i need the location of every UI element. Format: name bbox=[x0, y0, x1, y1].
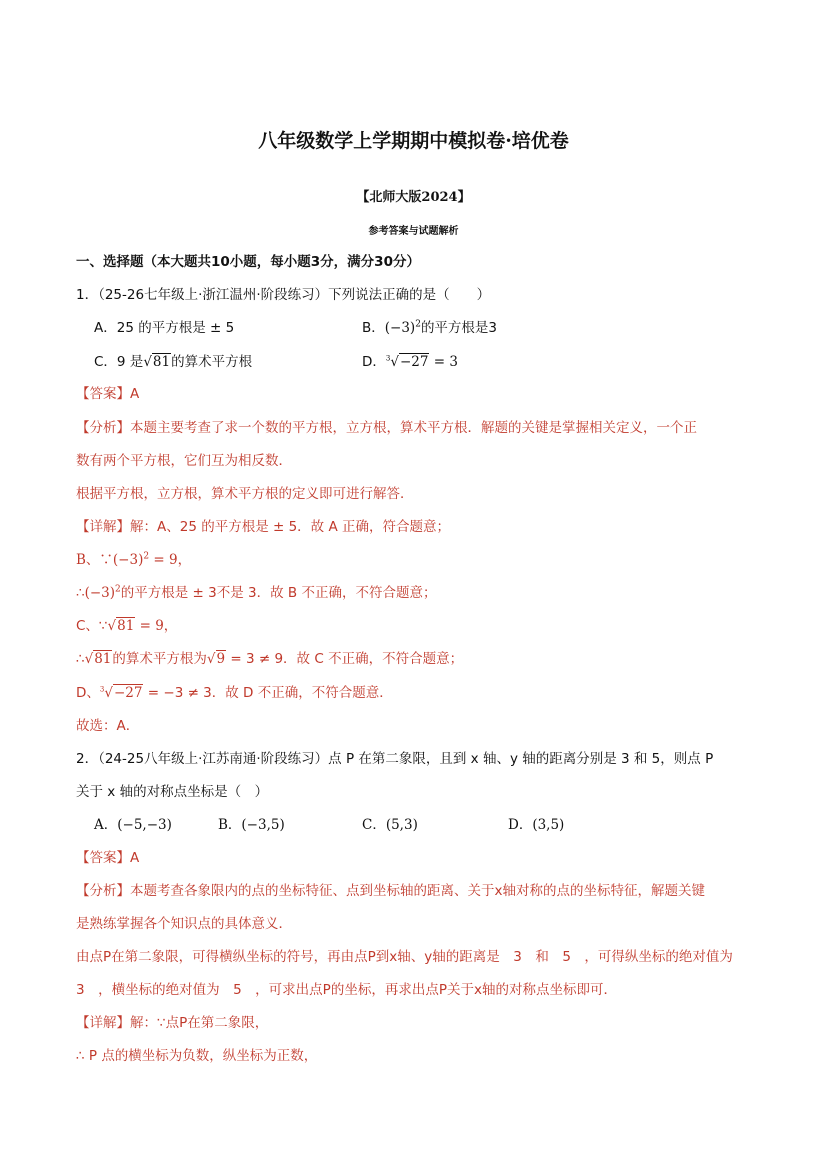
section-heading: 一、选择题（本大题共10小题，每小题3分，满分30分） bbox=[76, 254, 420, 270]
q2-analysis-line-1: 【分析】本题考查各象限内的点的坐标特征、点到坐标轴的距离、关于x轴对称的点的坐标特征，解题关键 bbox=[76, 883, 705, 899]
q1-analysis-line-3: 根据平方根，立方根，算术平方根的定义即可进行解答． bbox=[76, 486, 414, 502]
question-1-stem: 1．（25-26七年级上·浙江温州·阶段练习）下列说法正确的是（ ） bbox=[76, 287, 491, 303]
q1-answer: 【答案】A bbox=[76, 386, 140, 402]
q1-detail-line-5: ∴√81的算术平方根为√9 = 3 ≠ 9．故 C 不正确，不符合题意； bbox=[76, 651, 464, 667]
q1-analysis-line-2: 数有两个平方根，它们互为相反数． bbox=[76, 453, 292, 469]
q2-detail-line-1: 【详解】解：∵点P在第二象限， bbox=[76, 1015, 269, 1031]
q2-option-d: D．(3,5) bbox=[508, 817, 565, 833]
q2-analysis-line-2: 是熟练掌握各个知识点的具体意义． bbox=[76, 916, 292, 932]
q2-option-b: B．(−3,5) bbox=[218, 817, 285, 833]
q2-detail-line-2: ∴ P 点的横坐标为负数，纵坐标为正数， bbox=[76, 1048, 318, 1064]
q1-conclusion: 故选：A． bbox=[76, 718, 140, 734]
q2-analysis-line-3: 由点P在第二象限，可得横纵坐标的符号，再由点P到x轴、y轴的距离是 3 和 5 ，可得纵坐标的绝对值为 bbox=[76, 949, 733, 965]
q1-detail-line-4: C、∵√81 = 9， bbox=[76, 618, 178, 634]
q2-analysis-line-4: 3 ，横坐标的绝对值为 5 ，可求出点P的坐标，再求出点P关于x轴的对称点坐标即可． bbox=[76, 982, 617, 998]
q1-detail-line-2: B、$\because(-3)^2 = 9$， bbox=[76, 551, 192, 568]
q1-option-b: B．$(-3)^2$的平方根是3 bbox=[362, 319, 498, 336]
question-2-stem-line-2: 关于 x 轴的对称点坐标是（ ） bbox=[76, 784, 269, 800]
q1-option-c: C．9 是√81的算术平方根 bbox=[94, 354, 253, 370]
q1-detail-line-3: $\therefore(-3)^2$的平方根是 ± 3不是 3．故 B 不正确，不符合题意； bbox=[76, 584, 437, 601]
question-2-stem-line-1: 2．（24-25八年级上·江苏南通·阶段练习）点 P 在第二象限，且到 x 轴、y 轴的距离分别是 3 和 5，则点 P bbox=[76, 751, 714, 767]
q2-option-c: C．(5,3) bbox=[362, 817, 418, 833]
q1-option-a: A．25 的平方根是 ± 5 bbox=[94, 320, 235, 336]
q1-option-d: D．$^3$√−27 = 3 bbox=[362, 354, 458, 370]
q2-answer: 【答案】A bbox=[76, 850, 140, 866]
q1-detail-line-6: D、$^3$√−27 = −3 ≠ 3．故 D 不正确，不符合题意． bbox=[76, 685, 393, 701]
q2-option-a: A．(−5,−3) bbox=[94, 817, 172, 833]
q1-detail-line-1: 【详解】解：A、25 的平方根是 ± 5．故 A 正确，符合题意； bbox=[76, 519, 451, 535]
page-title: 八年级数学上学期期中模拟卷·培优卷 bbox=[258, 130, 569, 152]
answer-key-subtitle: 参考答案与试题解析 bbox=[368, 226, 459, 237]
q1-analysis-line-1: 【分析】本题主要考查了求一个数的平方根，立方根，算术平方根．解题的关键是掌握相关定义，一个正 bbox=[76, 420, 697, 436]
edition-label: 【北师大版2024】 bbox=[356, 190, 471, 205]
